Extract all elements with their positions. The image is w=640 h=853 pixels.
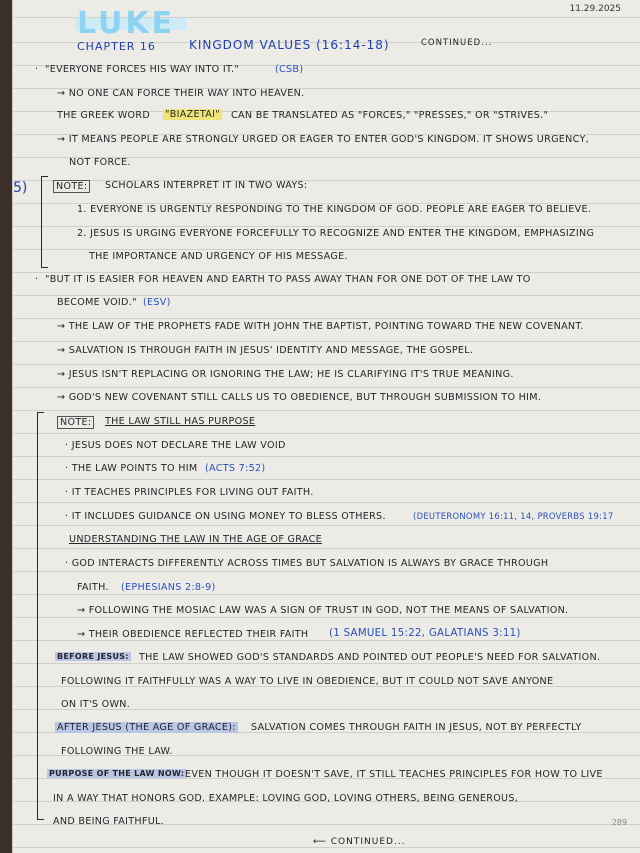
arrow-3: → JESUS ISN'T REPLACING OR IGNORING THE LAW; HE IS CLARIFYING IT'S TRUE MEANING.	[57, 369, 514, 380]
grace-3: → THEIR OBEDIENCE REFLECTED THEIR FAITH	[77, 629, 309, 640]
grace-2: → FOLLOWING THE MOSIAC LAW WAS A SIGN OF TRUST IN GOD, NOT THE MEANS OF SALVATION.	[77, 605, 569, 616]
before-jesus-1: THE LAW SHOWED GOD'S STANDARDS AND POINTED OUT PEOPLE'S NEED FOR SALVATION.	[139, 652, 601, 663]
before-jesus-3: ON IT'S OWN.	[61, 699, 131, 710]
arrow-4: → GOD'S NEW COVENANT STILL CALLS US TO OBEDIENCE, BUT THROUGH SUBMISSION TO HIM.	[57, 392, 542, 403]
grace-1-ref: (EPHESIANS 2:8-9)	[121, 582, 216, 593]
continued-footer: ⟵ CONTINUED...	[313, 837, 406, 847]
point-4-ref: (DEUTERONOMY 16:11, 14, PROVERBS 19:17	[413, 511, 614, 521]
notebook-page	[12, 0, 640, 853]
page-number: 289	[611, 818, 627, 827]
note-1-bracket	[41, 176, 42, 268]
point-1: · JESUS DOES NOT DECLARE THE LAW VOID	[65, 440, 286, 451]
bullet-dot-2: ·	[35, 274, 39, 285]
after-jesus-label: AFTER JESUS (THE AGE OF GRACE):	[57, 722, 236, 733]
grace-1b: FAITH.	[77, 582, 109, 593]
note-2-label: NOTE:	[57, 416, 94, 429]
grace-3-ref: (1 SAMUEL 15:22, GALATIANS 3:11)	[329, 628, 521, 639]
margin-mark: 5)	[13, 180, 28, 196]
before-jesus-label: BEFORE JESUS:	[57, 652, 129, 661]
purpose-1: EVEN THOUGH IT DOESN'T SAVE, IT STILL TEACHES PRINCIPLES FOR HOW TO LIVE	[185, 769, 603, 780]
point-2: · THE LAW POINTS TO HIM	[65, 463, 198, 474]
greek-word: "BIAZETAI"	[165, 109, 220, 120]
quote-1-ref: (CSB)	[275, 64, 304, 75]
before-jesus-2: FOLLOWING IT FAITHFULLY WAS A WAY TO LIVE IN OBEDIENCE, BUT IT COULD NOT SAVE ANYONE	[61, 676, 554, 687]
topic-heading: KINGDOM VALUES (16:14-18)	[189, 38, 390, 52]
quote-2: "BUT IT IS EASIER FOR HEAVEN AND EARTH TO PASS AWAY THAN FOR ONE DOT OF THE LAW TO	[45, 274, 531, 285]
date: 11.29.2025	[569, 4, 621, 14]
purpose-2: IN A WAY THAT HONORS GOD. EXAMPLE: LOVING GOD, LOVING OTHERS, BEING GENEROUS,	[53, 793, 519, 804]
page-title: LUKE	[77, 6, 176, 41]
purpose-3: AND BEING FAITHFUL.	[53, 816, 165, 827]
continued-top: CONTINUED...	[421, 38, 493, 48]
point-4: · IT INCLUDES GUIDANCE ON USING MONEY TO BLESS OTHERS.	[65, 511, 386, 522]
arrow-2: → SALVATION IS THROUGH FAITH IN JESUS' IDENTITY AND MESSAGE, THE GOSPEL.	[57, 345, 474, 356]
quote-2-ref: (ESV)	[143, 297, 171, 308]
subheading-grace: UNDERSTANDING THE LAW IN THE AGE OF GRACE	[69, 534, 322, 545]
purpose-label: PURPOSE OF THE LAW NOW:	[49, 769, 185, 778]
line-2: → NO ONE CAN FORCE THEIR WAY INTO HEAVEN.	[57, 88, 305, 99]
note-1-text: SCHOLARS INTERPRET IT IN TWO WAYS:	[105, 180, 308, 191]
quote-1: "EVERYONE FORCES HIS WAY INTO IT."	[45, 64, 240, 75]
grace-1: · GOD INTERACTS DIFFERENTLY ACROSS TIMES BUT SALVATION IS ALWAYS BY GRACE THROUGH	[65, 558, 549, 569]
point-2-ref: (ACTS 7:52)	[205, 463, 266, 474]
note-1-item-2: 2. JESUS IS URGING EVERYONE FORCEFULLY TO RECOGNIZE AND ENTER THE KINGDOM, EMPHASIZING	[77, 228, 595, 239]
quote-2b: BECOME VOID."	[57, 297, 137, 308]
line-3b: CAN BE TRANSLATED AS "FORCES," "PRESSES," OR "STRIVES."	[231, 110, 549, 121]
note-1-item-2b: THE IMPORTANCE AND URGENCY OF HIS MESSAGE.	[89, 251, 348, 262]
line-3a: THE GREEK WORD	[57, 110, 151, 121]
note-2-text: THE LAW STILL HAS PURPOSE	[105, 416, 256, 427]
arrow-1: → THE LAW OF THE PROPHETS FADE WITH JOHN THE BAPTIST, POINTING TOWARD THE NEW COVENANT.	[57, 321, 584, 332]
point-3: · IT TEACHES PRINCIPLES FOR LIVING OUT FAITH.	[65, 487, 314, 498]
note-2-bracket	[37, 412, 38, 820]
after-jesus-1: SALVATION COMES THROUGH FAITH IN JESUS, NOT BY PERFECTLY	[251, 722, 582, 733]
after-jesus-2: FOLLOWING THE LAW.	[61, 746, 173, 757]
line-4: → IT MEANS PEOPLE ARE STRONGLY URGED OR EAGER TO ENTER GOD'S KINGDOM. IT SHOWS URGENCY,	[57, 134, 589, 145]
note-1-item-1: 1. EVERYONE IS URGENTLY RESPONDING TO THE KINGDOM OF GOD. PEOPLE ARE EAGER TO BELIEVE.	[77, 204, 592, 215]
bullet-dot: ·	[35, 64, 39, 75]
note-1-label: NOTE:	[53, 180, 90, 193]
line-5: NOT FORCE.	[69, 157, 131, 168]
chapter-heading: CHAPTER 16	[77, 40, 156, 53]
